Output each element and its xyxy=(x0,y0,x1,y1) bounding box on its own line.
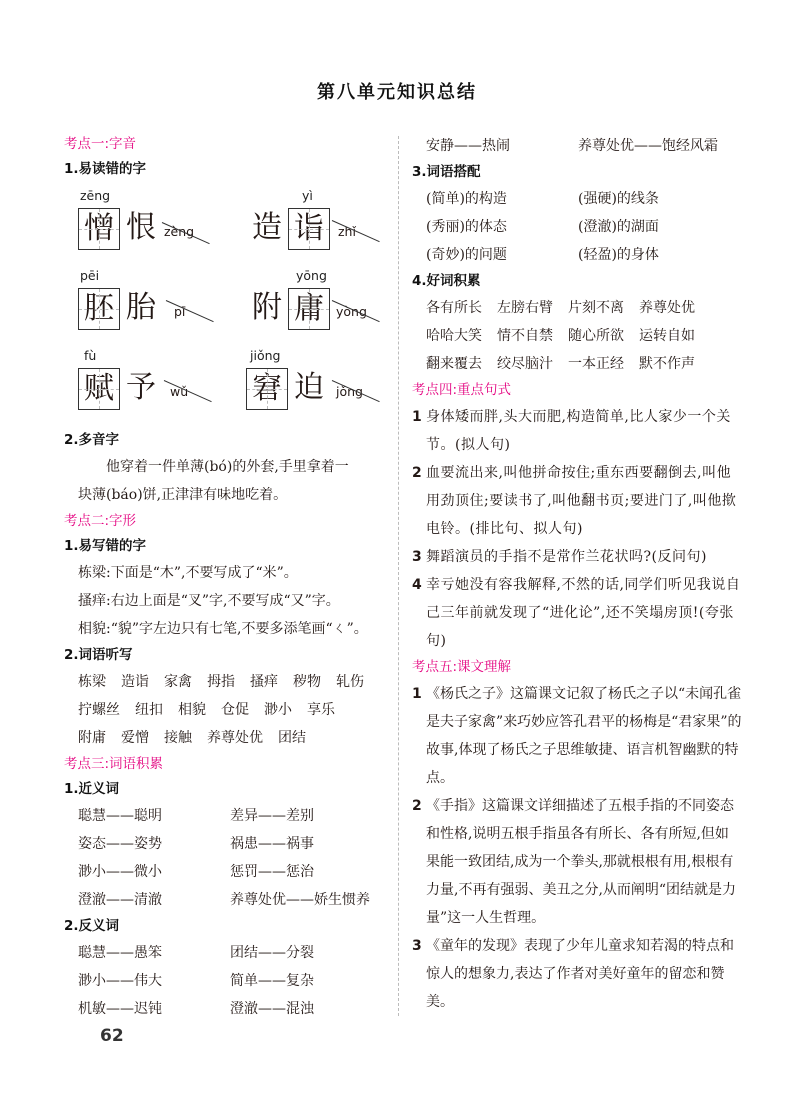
antonym-pair: 团结——分裂 xyxy=(230,945,314,961)
left-column xyxy=(64,132,389,1023)
synonym-pair: 聪慧——聪明 xyxy=(78,808,162,824)
right-column xyxy=(412,132,742,1016)
antonym-pair: 澄澈——混浊 xyxy=(230,1001,314,1017)
dictation-word: 爱憎 xyxy=(121,730,149,746)
understanding-text: 《手指》这篇课文详细描述了五根手指的不同姿态和性格,说明五根手指虽各有所长、各有所短,但如果能一致团结,成为一个拳头,那就根根有用,根根有力量,不再有强弱、美丑之分,从而阐明“团结就是力量”这一人生哲理。 xyxy=(426,798,737,926)
item-number: 1 xyxy=(412,686,422,702)
pinyin-wrong: yòng xyxy=(336,304,367,319)
pinyin-exercise xyxy=(64,182,389,428)
dictation-row xyxy=(64,668,389,696)
boxed-character: 憎 xyxy=(78,208,120,250)
dictation-word: 家禽 xyxy=(164,674,192,690)
pinyin-correct: pēi xyxy=(80,268,100,283)
sub-heading-misread: 1.易读错的字 xyxy=(64,161,147,177)
synonym-row xyxy=(64,886,389,914)
item-number: 2 xyxy=(412,798,422,814)
antonym-pair: 聪慧——愚笨 xyxy=(78,945,162,961)
character: 恨 xyxy=(126,210,156,245)
miswritten-line: 相貌:“貌”字左边只有七笔,不要多添笔画“ㄑ”。 xyxy=(78,621,368,637)
pinyin-correct: yì xyxy=(302,188,313,203)
character: 附 xyxy=(252,290,282,325)
dictation-word: 仓促 xyxy=(221,702,249,718)
page-number: 62 xyxy=(100,1026,124,1046)
good-word: 一本正经 xyxy=(568,356,624,372)
antonym-pair: 机敏——迟钝 xyxy=(78,1001,162,1017)
dictation-word: 养尊处优 xyxy=(207,730,263,746)
good-word: 翻来覆去 xyxy=(426,356,482,372)
collocation: (澄澈)的湖面 xyxy=(578,219,659,235)
pinyin-wrong: jǒng xyxy=(336,384,363,399)
good-word: 情不自禁 xyxy=(497,328,553,344)
collocation: (奇妙)的问题 xyxy=(426,247,507,263)
dictation-word: 纽扣 xyxy=(135,702,163,718)
miswritten-line: 搔痒:右边上面是“叉”字,不要写成“又”字。 xyxy=(78,593,340,609)
pinyin-correct: yōng xyxy=(296,268,327,283)
understanding-text: 《童年的发现》表现了少年儿童求知若渴的特点和惊人的想象力,表达了作者对美好童年的留恋和赞美。 xyxy=(426,938,734,1010)
sentence-item xyxy=(412,459,742,543)
miswritten-line: 栋梁:下面是“木”,不要写成了“米”。 xyxy=(78,565,298,581)
collocation: (强硬)的线条 xyxy=(578,191,659,207)
synonym-row xyxy=(64,830,389,858)
collocation: (轻盈)的身体 xyxy=(578,247,659,263)
good-words-row xyxy=(412,322,742,350)
item-number: 1 xyxy=(412,409,423,425)
strike-mark xyxy=(166,300,214,322)
good-words-row xyxy=(412,294,742,322)
pinyin-correct: zēng xyxy=(80,188,111,203)
pinyin-correct: fù xyxy=(84,348,97,363)
antonym-pair: 简单——复杂 xyxy=(230,973,314,989)
sub-heading-miswritten: 1.易写错的字 xyxy=(64,538,147,554)
pinyin-wrong: zhǐ xyxy=(338,224,356,239)
collocation-row xyxy=(412,241,742,269)
good-word: 默不作声 xyxy=(639,356,695,372)
understanding-item xyxy=(412,792,742,932)
sentence-text: 血要流出来,叫他拼命按住;重东西要翻倒去,叫他用劲顶住;要读书了,叫他翻书页;要进门了,叫他揿电铃。(排比句、拟人句) xyxy=(426,465,737,537)
boxed-character: 胚 xyxy=(78,288,120,330)
pinyin-wrong: zèng xyxy=(164,224,195,239)
antonym-row xyxy=(64,939,389,967)
sub-heading-synonyms: 1.近义词 xyxy=(64,781,120,797)
sub-heading-good-words: 4.好词积累 xyxy=(412,273,481,289)
sub-heading-polyphone: 2.多音字 xyxy=(64,432,120,448)
synonym-pair: 惩罚——惩治 xyxy=(230,864,314,880)
dictation-word: 搔痒 xyxy=(250,674,278,690)
synonym-pair: 祸患——祸事 xyxy=(230,836,314,852)
synonym-pair: 差异——差别 xyxy=(230,808,314,824)
section-heading-key-sentences: 考点四:重点句式 xyxy=(412,382,512,398)
pinyin-correct: jiǒng xyxy=(250,348,281,363)
understanding-item xyxy=(412,932,742,1016)
antonym-row xyxy=(412,132,742,160)
dictation-word: 轧伤 xyxy=(336,674,364,690)
character: 迫 xyxy=(294,370,324,405)
polyphone-text-line: 他穿着一件单薄(bó)的外套,手里拿着一 xyxy=(106,459,349,475)
synonym-pair: 养尊处优——娇生惯养 xyxy=(230,892,370,908)
dictation-word: 附庸 xyxy=(78,730,106,746)
sentence-text: 舞蹈演员的手指不是常作兰花状吗?(反问句) xyxy=(426,549,707,565)
boxed-character: 窘 xyxy=(246,368,288,410)
dictation-word: 相貌 xyxy=(178,702,206,718)
good-word: 左膀右臂 xyxy=(497,300,553,316)
sentence-item xyxy=(412,543,742,571)
item-number: 2 xyxy=(412,465,423,481)
sub-heading-dictation: 2.词语听写 xyxy=(64,647,133,663)
section-heading-pronunciation: 考点一:字音 xyxy=(64,136,137,152)
sentence-item xyxy=(412,403,742,459)
sentence-text: 身体矮而胖,头大而肥,构造简单,比人家少一个关节。(拟人句) xyxy=(426,409,731,453)
good-word: 哈哈大笑 xyxy=(426,328,482,344)
boxed-character: 赋 xyxy=(78,368,120,410)
column-divider xyxy=(398,136,399,1016)
item-number: 4 xyxy=(412,577,423,593)
dictation-word: 团结 xyxy=(278,730,306,746)
dictation-word: 接触 xyxy=(164,730,192,746)
sub-heading-antonyms: 2.反义词 xyxy=(64,918,120,934)
boxed-character: 诣 xyxy=(288,208,330,250)
good-word: 绞尽脑汁 xyxy=(497,356,553,372)
antonym-row xyxy=(64,995,389,1023)
item-number: 3 xyxy=(412,938,422,954)
dictation-word: 享乐 xyxy=(307,702,335,718)
dictation-word: 渺小 xyxy=(264,702,292,718)
antonym-pair: 安静——热闹 xyxy=(426,138,510,154)
good-word: 各有所长 xyxy=(426,300,482,316)
boxed-character: 庸 xyxy=(288,288,330,330)
dictation-word: 拇指 xyxy=(207,674,235,690)
section-heading-vocabulary: 考点三:词语积累 xyxy=(64,756,164,772)
dictation-word: 拧螺丝 xyxy=(78,702,120,718)
dictation-row xyxy=(64,724,389,752)
understanding-item xyxy=(412,680,742,792)
understanding-text: 《杨氏之子》这篇课文记叙了杨氏之子以“未闻孔雀是夫子家禽”来巧妙应答孔君平的杨梅是“君家果”的故事,体现了杨氏之子思维敏捷、语言机智幽默的特点。 xyxy=(426,686,742,786)
good-word: 片刻不离 xyxy=(568,300,624,316)
sentence-item xyxy=(412,571,742,655)
collocation: (秀丽)的体态 xyxy=(426,219,507,235)
antonym-pair: 渺小——伟大 xyxy=(78,973,162,989)
sentence-text: 幸亏她没有容我解释,不然的话,同学们听见我说自己三年前就发现了“进化论”,还不笑塌房顶!(夸张句) xyxy=(426,577,741,649)
section-heading-glyph: 考点二:字形 xyxy=(64,513,137,529)
polyphone-text-line: 块薄(báo)饼,正津津有味地吃着。 xyxy=(78,487,288,503)
dictation-word: 栋梁 xyxy=(78,674,106,690)
synonym-row xyxy=(64,802,389,830)
sub-heading-collocations: 3.词语搭配 xyxy=(412,164,481,180)
section-heading-text-understanding: 考点五:课文理解 xyxy=(412,659,512,675)
character: 予 xyxy=(126,370,156,405)
synonym-pair: 姿态——姿势 xyxy=(78,836,162,852)
pinyin-wrong: pī xyxy=(174,304,186,319)
character: 造 xyxy=(252,210,282,245)
pinyin-wrong: wǔ xyxy=(170,384,189,399)
character: 胎 xyxy=(126,290,156,325)
good-word: 养尊处优 xyxy=(639,300,695,316)
collocation: (简单)的构造 xyxy=(426,191,507,207)
synonym-pair: 澄澈——清澈 xyxy=(78,892,162,908)
antonym-pair: 养尊处优——饱经风霜 xyxy=(578,138,718,154)
dictation-word: 秽物 xyxy=(293,674,321,690)
collocation-row xyxy=(412,185,742,213)
dictation-word: 造诣 xyxy=(121,674,149,690)
good-word: 运转自如 xyxy=(639,328,695,344)
synonym-pair: 渺小——微小 xyxy=(78,864,162,880)
synonym-row xyxy=(64,858,389,886)
item-number: 3 xyxy=(412,549,423,565)
antonym-row xyxy=(64,967,389,995)
good-words-row xyxy=(412,350,742,378)
page-title: 第八单元知识总结 xyxy=(317,82,477,103)
good-word: 随心所欲 xyxy=(568,328,624,344)
collocation-row xyxy=(412,213,742,241)
dictation-row xyxy=(64,696,389,724)
